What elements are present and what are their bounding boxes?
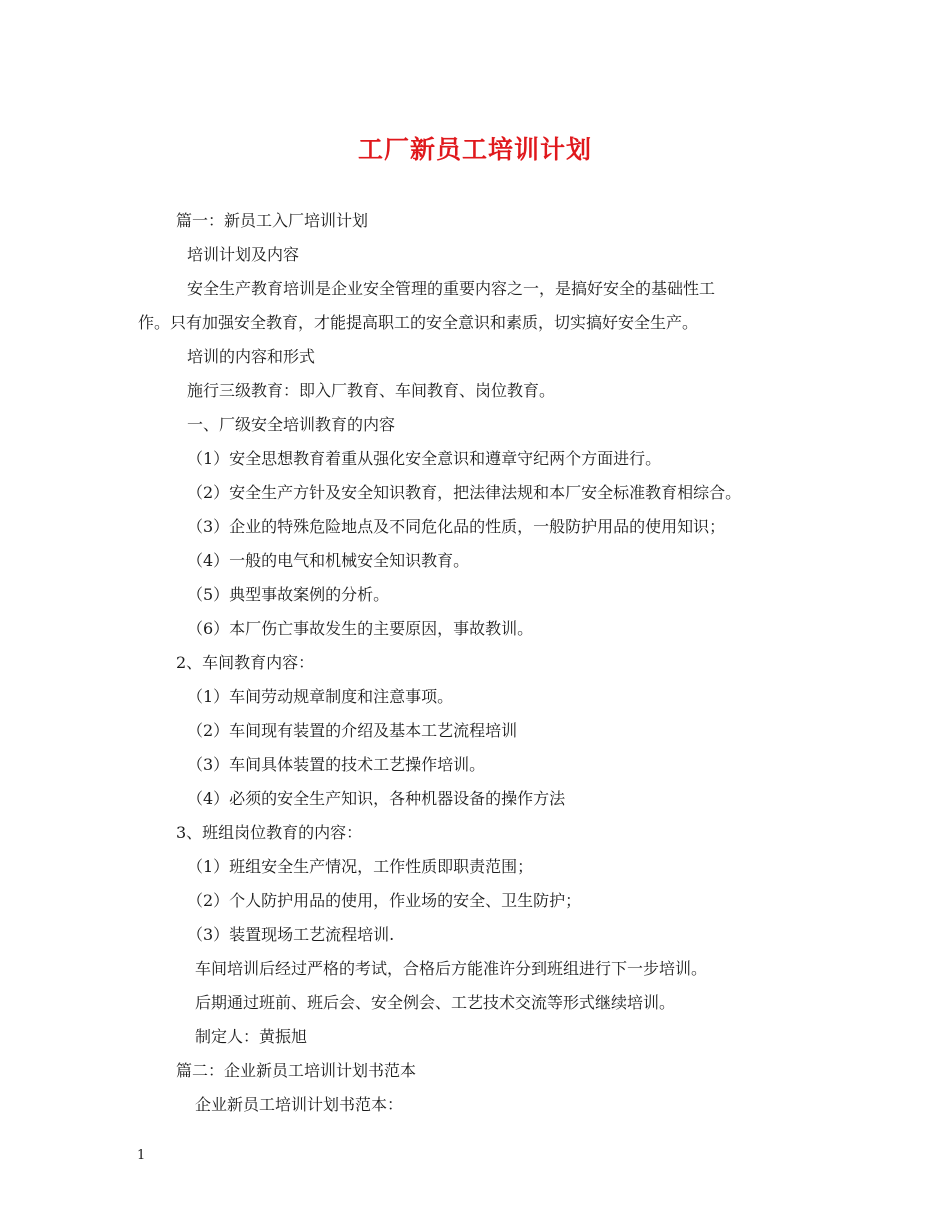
list-item: （4）必须的安全生产知识，各种机器设备的操作方法: [187, 789, 566, 808]
list-item: （2）车间现有装置的介绍及基本工艺流程培训: [187, 721, 518, 740]
paragraph-line: 培训计划及内容: [187, 245, 300, 264]
subsection-heading: 一、厂级安全培训教育的内容: [187, 415, 396, 434]
section-heading-1: 篇一：新员工入厂培训计划: [176, 211, 369, 230]
list-item: （3）装置现场工艺流程培训.: [187, 925, 395, 944]
list-item: （5）典型事故案例的分析。: [187, 585, 390, 604]
list-item: （1）车间劳动规章制度和注意事项。: [187, 687, 454, 706]
paragraph-line: 车间培训后经过严格的考试，合格后方能准许分到班组进行下一步培训。: [195, 959, 708, 978]
list-item: （2）个人防护用品的使用，作业场的安全、卫生防护；: [187, 891, 582, 910]
paragraph-line: 企业新员工培训计划书范本：: [195, 1095, 404, 1114]
paragraph-line: 培训的内容和形式: [187, 347, 316, 366]
list-item: （6）本厂伤亡事故发生的主要原因，事故教训。: [187, 619, 534, 638]
list-item: （2）安全生产方针及安全知识教育，把法律法规和本厂安全标准教育相综合。: [187, 483, 742, 502]
subsection-heading: 3、班组岗位教育的内容：: [176, 823, 363, 842]
list-item: （1）班组安全生产情况，工作性质即职责范围；: [187, 857, 534, 876]
paragraph-line: 安全生产教育培训是企业安全管理的重要内容之一，是搞好安全的基础性工: [187, 279, 716, 298]
paragraph-line: 作。只有加强安全教育，才能提高职工的安全意识和素质，切实搞好安全生产。: [138, 313, 699, 332]
page-number: 1: [137, 1148, 146, 1163]
paragraph-line: 施行三级教育：即入厂教育、车间教育、岗位教育。: [187, 381, 556, 400]
list-item: （4）一般的电气和机械安全知识教育。: [187, 551, 470, 570]
list-item: （3）企业的特殊危险地点及不同危化品的性质，一般防护用品的使用知识；: [187, 517, 726, 536]
subsection-heading: 2、车间教育内容：: [176, 653, 315, 672]
paragraph-line: 后期通过班前、班后会、安全例会、工艺技术交流等形式继续培训。: [195, 993, 676, 1012]
document-title: 工厂新员工培训计划: [357, 135, 592, 164]
list-item: （1）安全思想教育着重从强化安全意识和遵章守纪两个方面进行。: [187, 449, 662, 468]
section-heading-2: 篇二：企业新员工培训计划书范本: [176, 1061, 417, 1080]
list-item: （3）车间具体装置的技术工艺操作培训。: [187, 755, 486, 774]
author-line: 制定人：黄振旭: [195, 1027, 308, 1046]
